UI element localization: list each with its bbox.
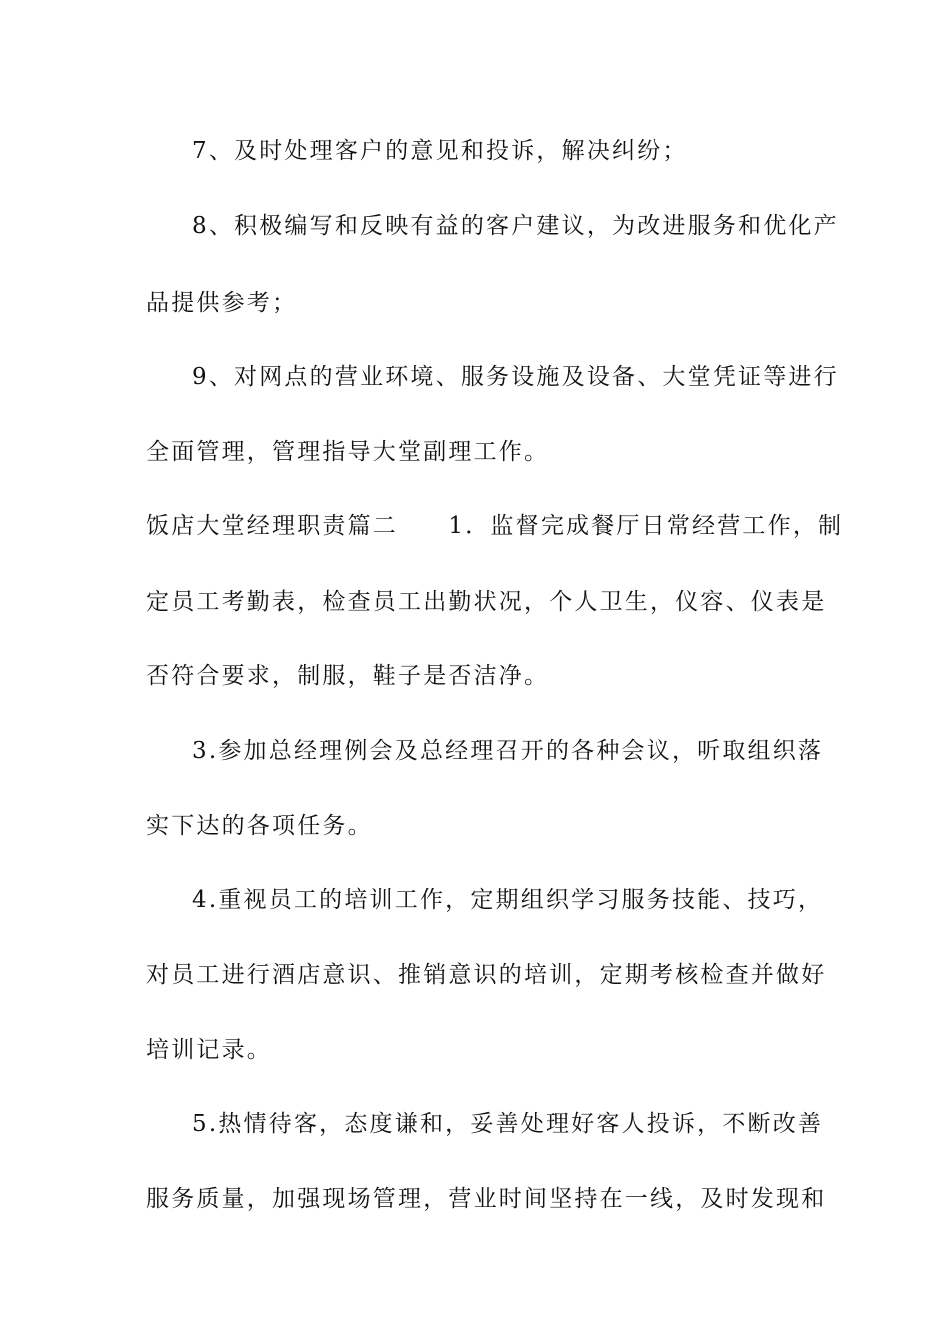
- text-line: 品提供参考；: [146, 290, 298, 316]
- text-line: 8、积极编写和反映有益的客户建议，为改进服务和优化产: [192, 213, 839, 239]
- text-line: 5.热情待客，态度谦和，妥善处理好客人投诉，不断改善: [192, 1111, 824, 1137]
- text-line: 4.重视员工的培训工作，定期组织学习服务技能、技巧，: [192, 887, 824, 913]
- text-line: 7、及时处理客户的意见和投诉，解决纠纷；: [192, 138, 688, 164]
- text-line: 9、对网点的营业环境、服务设施及设备、大堂凭证等进行: [192, 364, 839, 390]
- text-line: 服务质量，加强现场管理，营业时间坚持在一线，及时发现和: [146, 1186, 827, 1212]
- text-line: 否符合要求，制服，鞋子是否洁净。: [146, 663, 550, 689]
- text-line: 对员工进行酒店意识、推销意识的培训，定期考核检查并做好: [146, 962, 827, 988]
- text-line: 培训记录。: [146, 1037, 272, 1063]
- text-line: 定员工考勤表，检查员工出勤状况，个人卫生，仪容、仪表是: [146, 589, 827, 615]
- text-line: 3.参加总经理例会及总经理召开的各种会议，听取组织落: [192, 738, 824, 764]
- text-line: 全面管理，管理指导大堂副理工作。: [146, 439, 550, 465]
- section-heading-line: 饭店大堂经理职责篇二 1．监督完成餐厅日常经营工作，制: [146, 513, 844, 539]
- text-line: 实下达的各项任务。: [146, 813, 373, 839]
